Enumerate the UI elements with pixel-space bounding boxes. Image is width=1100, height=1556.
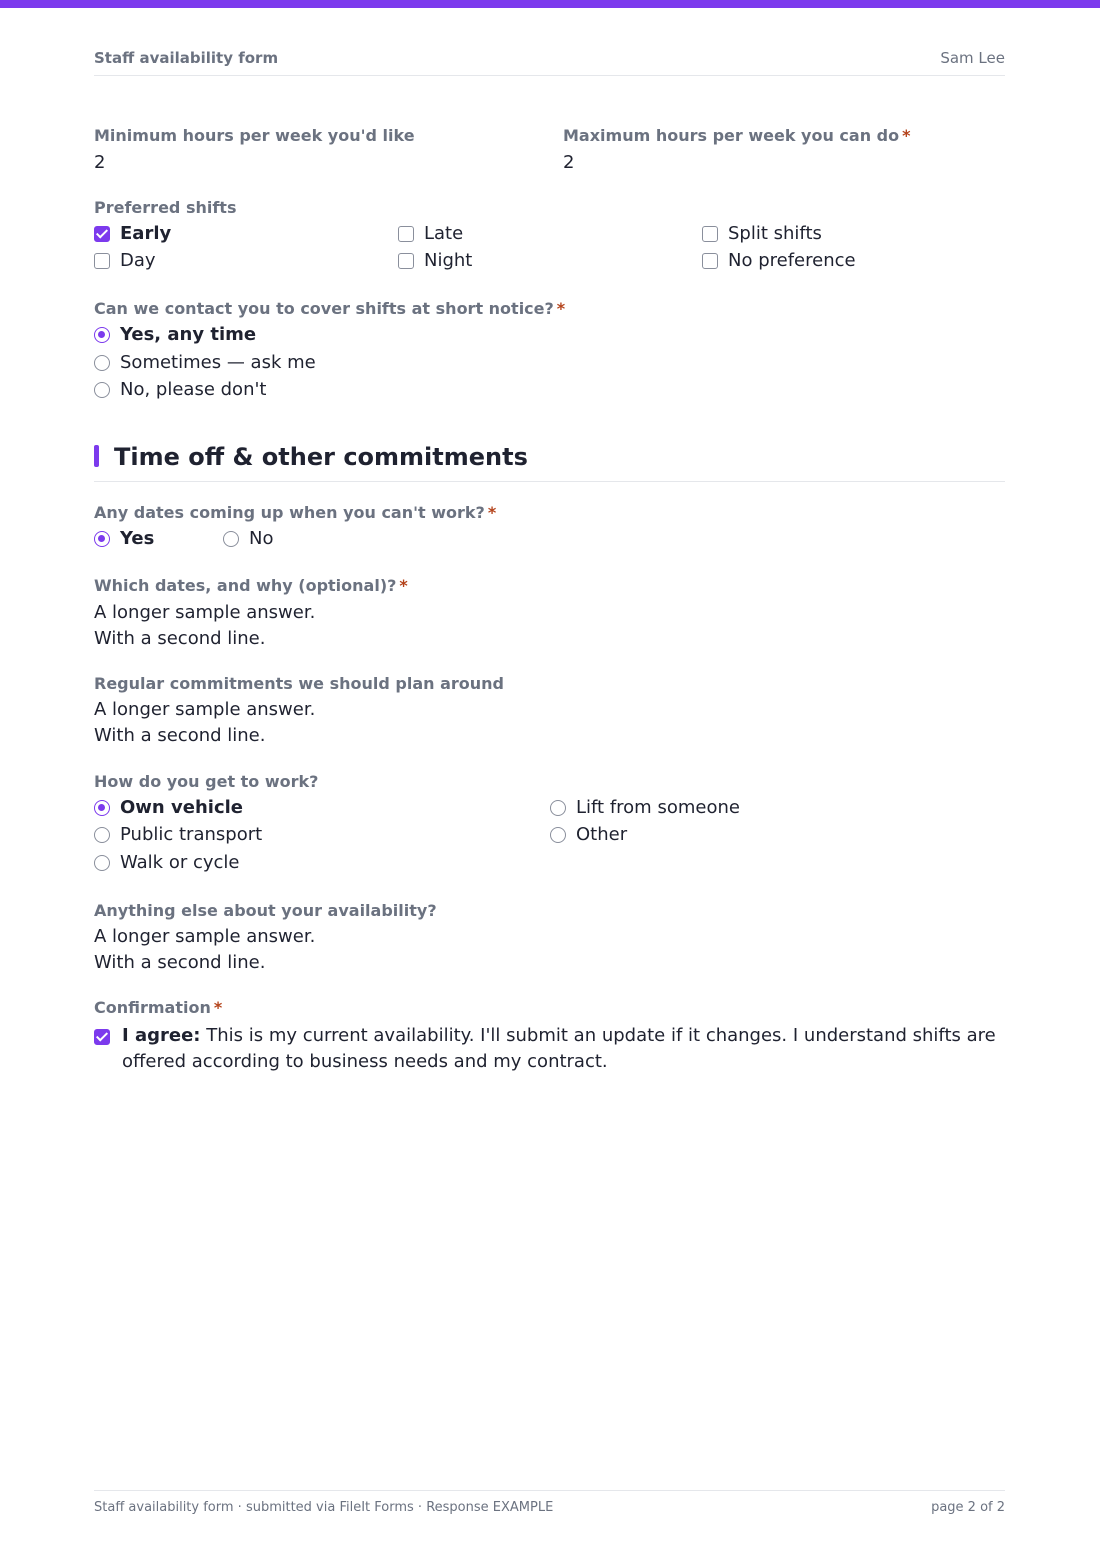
short-notice-option-label: Yes, any time (120, 324, 257, 345)
answer-line: A longer sample answer. (94, 699, 316, 720)
confirmation-label-text: Confirmation (94, 998, 211, 1017)
answer-line: With a second line. (94, 725, 266, 746)
unavailable-dates-label (94, 503, 496, 522)
radio-icon[interactable] (94, 827, 110, 843)
page-footer (94, 1490, 1005, 1520)
min-hours-label (94, 126, 415, 145)
regular-commitments-answer (94, 697, 315, 749)
checkbox-checked-icon[interactable] (94, 226, 110, 242)
checkbox-icon[interactable] (702, 253, 718, 269)
commute-option-label: Walk or cycle (120, 852, 240, 873)
radio-selected-icon[interactable] (94, 800, 110, 816)
regular-commitments-label: Regular commitments we should plan around (94, 674, 504, 693)
which-dates-label-text: Which dates, and why (optional)? (94, 576, 397, 595)
short-notice-label-text: Can we contact you to cover shifts at short notice? (94, 299, 554, 318)
confirmation-text (122, 1023, 1006, 1075)
radio-icon[interactable] (94, 355, 110, 371)
shift-option-label: Early (120, 223, 172, 244)
shift-option-label: Night (424, 250, 473, 271)
shift-option-label: Day (120, 250, 156, 271)
answer-line: With a second line. (94, 628, 266, 649)
radio-icon[interactable] (223, 531, 239, 547)
footer-info: Staff availability form · submitted via FileIt Forms · Response EXAMPLE (94, 1500, 554, 1515)
anything-else-answer (94, 924, 315, 976)
answer-line: With a second line. (94, 952, 266, 973)
shift-option-label: No preference (728, 250, 856, 271)
respondent-name: Sam Lee (940, 49, 1005, 67)
short-notice-option-label: No, please don't (120, 379, 267, 400)
page-number: page 2 of 2 (931, 1500, 1005, 1515)
preferred-shifts-label: Preferred shifts (94, 198, 237, 217)
unavailable-dates-label-text: Any dates coming up when you can't work? (94, 503, 485, 522)
checkbox-icon[interactable] (94, 253, 110, 269)
agree-label: I agree: (122, 1025, 201, 1046)
section-title: Time off & other commitments (114, 443, 528, 471)
checkbox-icon[interactable] (398, 226, 414, 242)
required-marker: * (399, 576, 408, 595)
min-hours-label-text: Minimum hours per week you'd like (94, 126, 415, 145)
radio-icon[interactable] (550, 827, 566, 843)
answer-line: A longer sample answer. (94, 926, 316, 947)
max-hours-label (563, 126, 911, 145)
commute-option-label: Own vehicle (120, 797, 243, 818)
confirmation-label (94, 998, 222, 1017)
required-marker: * (213, 998, 223, 1017)
radio-selected-icon[interactable] (94, 531, 110, 547)
checkbox-icon[interactable] (398, 253, 414, 269)
answer-line: A longer sample answer. (94, 602, 316, 623)
required-marker: * (556, 299, 566, 318)
required-marker: * (902, 126, 911, 145)
agree-statement: This is my current availability. I'll submit an update if it changes. I understand shifts are offered according to business needs and my contract. (122, 1025, 996, 1072)
max-hours-label-text: Maximum hours per week you can do (563, 126, 900, 145)
radio-icon[interactable] (550, 800, 566, 816)
anything-else-label: Anything else about your availability? (94, 901, 437, 920)
shift-option-label: Late (424, 223, 464, 244)
commute-option-label: Other (576, 824, 628, 845)
radio-icon[interactable] (94, 855, 110, 871)
which-dates-label (94, 576, 408, 595)
short-notice-label (94, 299, 565, 318)
checkbox-icon[interactable] (702, 226, 718, 242)
page-header (94, 48, 1005, 76)
max-hours-value: 2 (563, 152, 575, 173)
section-accent-bar (94, 445, 99, 467)
commute-label: How do you get to work? (94, 772, 319, 791)
radio-selected-icon[interactable] (94, 327, 110, 343)
commute-option-label: Lift from someone (576, 797, 740, 818)
unavailable-dates-option-label: No (249, 528, 274, 549)
top-accent-bar (0, 0, 1100, 8)
checkbox-checked-icon[interactable] (94, 1029, 110, 1045)
required-marker: * (487, 503, 497, 522)
short-notice-option-label: Sometimes — ask me (120, 352, 316, 373)
which-dates-answer (94, 600, 315, 652)
unavailable-dates-option-label: Yes (120, 528, 155, 549)
radio-icon[interactable] (94, 382, 110, 398)
min-hours-value: 2 (94, 152, 106, 173)
commute-option-label: Public transport (120, 824, 263, 845)
section-header (94, 443, 1005, 482)
shift-option-label: Split shifts (728, 223, 822, 244)
form-title: Staff availability form (94, 49, 279, 67)
